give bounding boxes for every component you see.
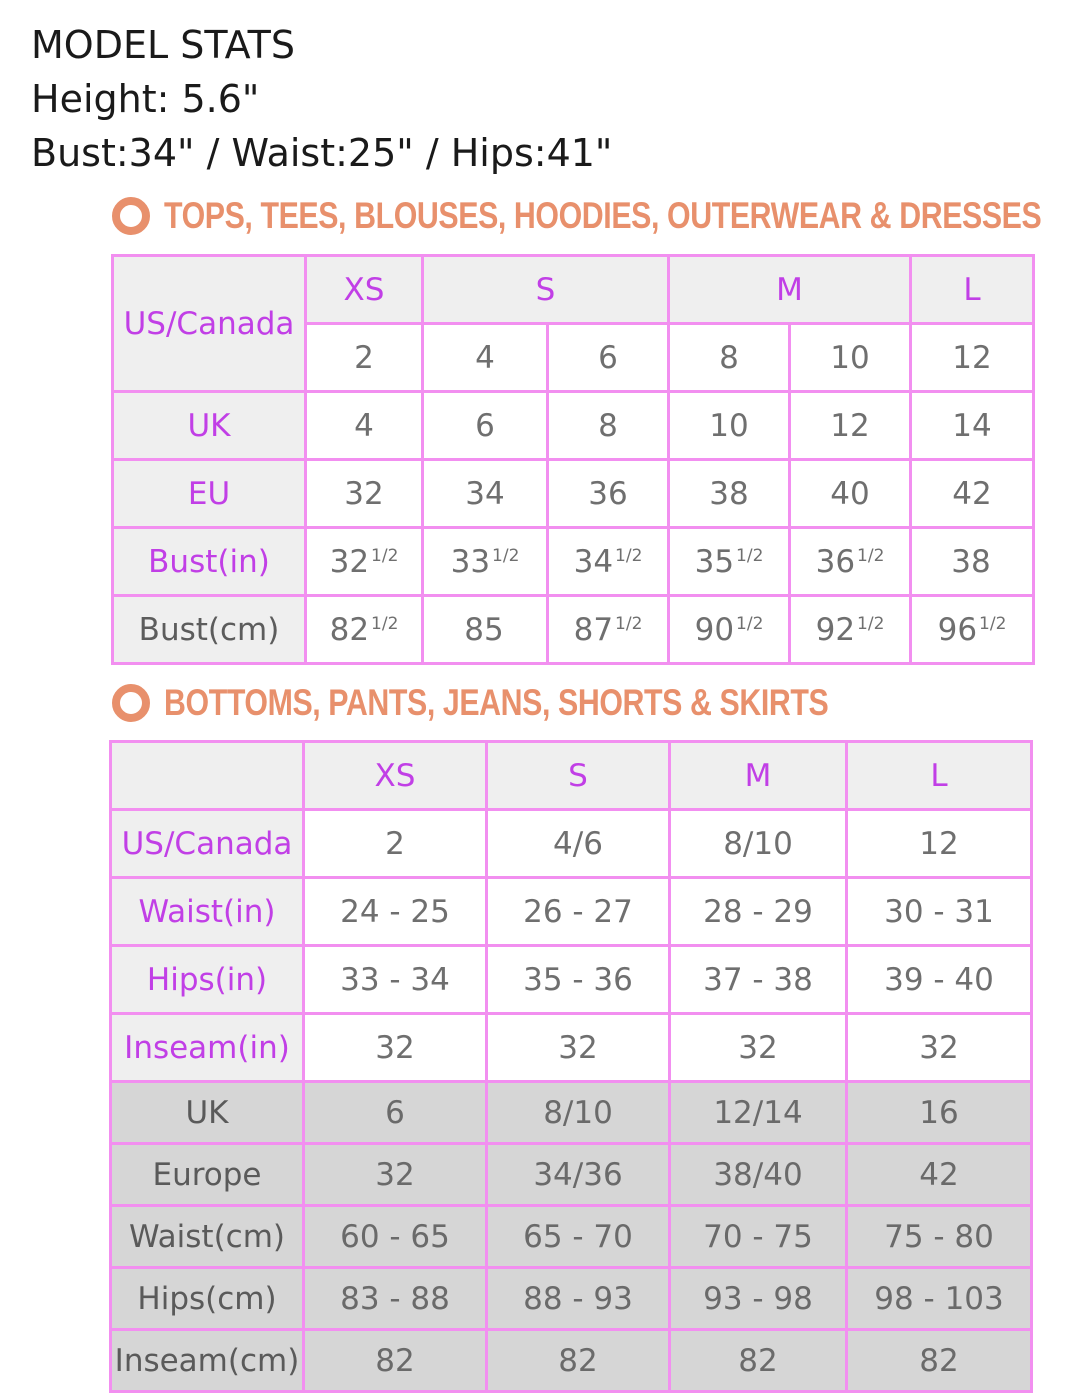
- table-cell: 8: [548, 392, 669, 460]
- table-cell: 60 - 65: [304, 1206, 487, 1268]
- table-cell: 82: [670, 1330, 847, 1392]
- table-row: [111, 1082, 1032, 1144]
- table-cell: 8/10: [487, 1082, 670, 1144]
- table-cell: 6: [423, 392, 548, 460]
- table-cell: 32: [847, 1014, 1032, 1082]
- table-cell: 2: [304, 810, 487, 878]
- tops-heading-text: TOPS, TEES, BLOUSES, HOODIES, OUTERWEAR & DRESSES: [164, 195, 1042, 236]
- table-cell: 12: [911, 324, 1034, 392]
- table-cell: 88 - 93: [487, 1268, 670, 1330]
- row-label: UK: [111, 1082, 304, 1144]
- model-stats: [31, 18, 612, 180]
- table-cell: 4: [423, 324, 548, 392]
- table-cell: 4: [306, 392, 423, 460]
- table-cell: 4/6: [487, 810, 670, 878]
- table-cell: 30 - 31: [847, 878, 1032, 946]
- table-cell: 26 - 27: [487, 878, 670, 946]
- table-row: [111, 878, 1032, 946]
- table-cell: 39 - 40: [847, 946, 1032, 1014]
- table-row: [111, 1330, 1032, 1392]
- bust-in-row: [113, 528, 1034, 596]
- table-cell: 2: [306, 324, 423, 392]
- row-label: Waist(cm): [111, 1206, 304, 1268]
- table-cell: 34: [423, 460, 548, 528]
- table-cell: 34 $^{1/2}$: [548, 528, 669, 596]
- table-cell: 14: [911, 392, 1034, 460]
- row-label: Inseam(in): [111, 1014, 304, 1082]
- us-canada-label: US/Canada: [113, 256, 306, 392]
- table-cell: 82 $^{1/2}$: [306, 596, 423, 664]
- table-cell: 12: [847, 810, 1032, 878]
- tops-size-table: [111, 254, 1035, 665]
- row-label: EU: [113, 460, 306, 528]
- table-cell: 92 $^{1/2}$: [790, 596, 911, 664]
- table-cell: 32: [487, 1014, 670, 1082]
- table-cell: 10: [669, 392, 790, 460]
- row-label: UK: [113, 392, 306, 460]
- row-label: Hips(in): [111, 946, 304, 1014]
- table-cell: 12: [790, 392, 911, 460]
- size-header-l: L: [847, 742, 1032, 810]
- circle-bullet-icon: [112, 684, 150, 722]
- table-cell: 40: [790, 460, 911, 528]
- table-cell: 42: [847, 1144, 1032, 1206]
- table-row: [111, 1014, 1032, 1082]
- table-row: [113, 460, 1034, 528]
- table-cell: 85: [423, 596, 548, 664]
- table-cell: 36 $^{1/2}$: [790, 528, 911, 596]
- table-cell: 96 $^{1/2}$: [911, 596, 1034, 664]
- row-label: Inseam(cm): [111, 1330, 304, 1392]
- table-row: [111, 810, 1032, 878]
- table-cell: 42: [911, 460, 1034, 528]
- table-cell: 32: [306, 460, 423, 528]
- row-label: Waist(in): [111, 878, 304, 946]
- size-header-xs: XS: [304, 742, 487, 810]
- table-cell: 38: [669, 460, 790, 528]
- size-header-m: M: [670, 742, 847, 810]
- table-cell: 70 - 75: [670, 1206, 847, 1268]
- row-label: Europe: [111, 1144, 304, 1206]
- table-cell: 93 - 98: [670, 1268, 847, 1330]
- table-cell: 34/36: [487, 1144, 670, 1206]
- bottoms-heading-text: BOTTOMS, PANTS, JEANS, SHORTS & SKIRTS: [164, 682, 829, 723]
- table-cell: 6: [304, 1082, 487, 1144]
- table-cell: 6: [548, 324, 669, 392]
- table-cell: 33 $^{1/2}$: [423, 528, 548, 596]
- table-cell: 10: [790, 324, 911, 392]
- model-height: Height: 5.6": [31, 77, 260, 121]
- row-label: US/Canada: [111, 810, 304, 878]
- table-cell: 82: [847, 1330, 1032, 1392]
- bust-cm-row: [113, 596, 1034, 664]
- size-header-m: M: [669, 256, 911, 324]
- table-row: [111, 1268, 1032, 1330]
- table-cell: 87 $^{1/2}$: [548, 596, 669, 664]
- size-header-l: L: [911, 256, 1034, 324]
- size-header-s: S: [487, 742, 670, 810]
- table-cell: 75 - 80: [847, 1206, 1032, 1268]
- tops-heading: [112, 194, 1089, 238]
- table-cell: 98 - 103: [847, 1268, 1032, 1330]
- table-cell: 65 - 70: [487, 1206, 670, 1268]
- circle-bullet-icon: [112, 197, 150, 235]
- row-label: Bust(cm): [113, 596, 306, 664]
- table-row: [111, 1144, 1032, 1206]
- table-cell: 8: [669, 324, 790, 392]
- table-cell: 37 - 38: [670, 946, 847, 1014]
- table-cell: 38: [911, 528, 1034, 596]
- table-cell: 32: [304, 1144, 487, 1206]
- bottoms-heading: [112, 681, 974, 725]
- table-cell: 90 $^{1/2}$: [669, 596, 790, 664]
- table-cell: 38/40: [670, 1144, 847, 1206]
- empty-corner-cell: [111, 742, 304, 810]
- table-cell: 12/14: [670, 1082, 847, 1144]
- table-cell: 35 $^{1/2}$: [669, 528, 790, 596]
- table-cell: 82: [487, 1330, 670, 1392]
- table-cell: 28 - 29: [670, 878, 847, 946]
- table-cell: 24 - 25: [304, 878, 487, 946]
- table-cell: 36: [548, 460, 669, 528]
- bottoms-size-table: [109, 740, 1033, 1393]
- size-header-row: [111, 742, 1032, 810]
- size-header-s: S: [423, 256, 669, 324]
- table-cell: 83 - 88: [304, 1268, 487, 1330]
- table-row: [111, 1206, 1032, 1268]
- table-row: [111, 946, 1032, 1014]
- table-cell: 33 - 34: [304, 946, 487, 1014]
- table-row: [113, 392, 1034, 460]
- row-label: Bust(in): [113, 528, 306, 596]
- row-label: Hips(cm): [111, 1268, 304, 1330]
- table-cell: 82: [304, 1330, 487, 1392]
- table-cell: 16: [847, 1082, 1032, 1144]
- model-measurements: Bust:34" / Waist:25" / Hips:41": [31, 131, 613, 175]
- table-cell: 32: [670, 1014, 847, 1082]
- size-header-xs: XS: [306, 256, 423, 324]
- table-cell: 8/10: [670, 810, 847, 878]
- table-cell: 32: [304, 1014, 487, 1082]
- table-cell: 32 $^{1/2}$: [306, 528, 423, 596]
- table-cell: 35 - 36: [487, 946, 670, 1014]
- model-stats-title: MODEL STATS: [31, 23, 295, 67]
